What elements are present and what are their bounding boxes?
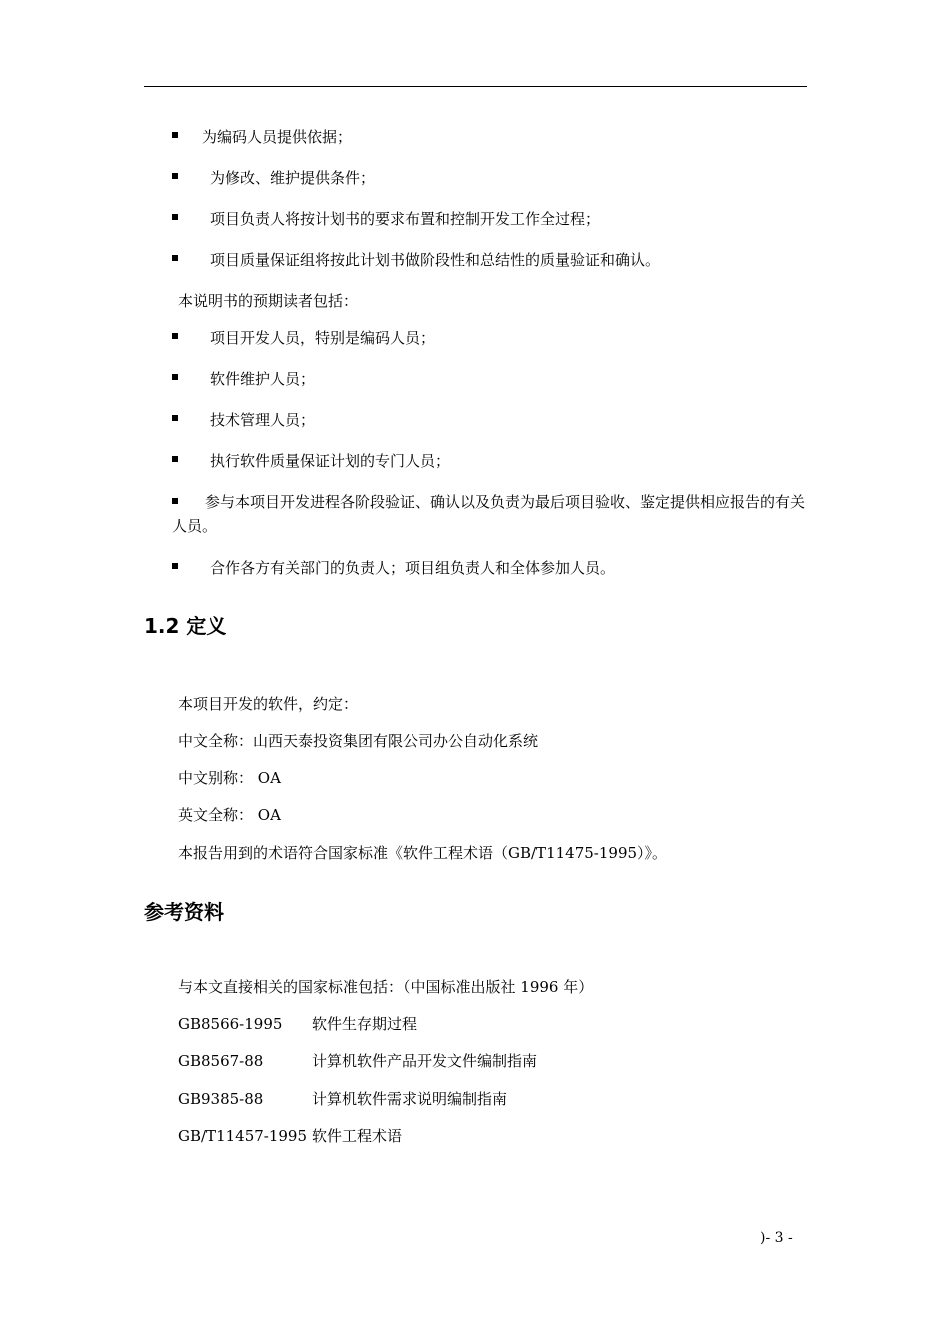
definition-line-2: 中文全称：山西天泰投资集团有限公司办公自动化系统 [178, 732, 539, 750]
bullet-marker [172, 449, 178, 473]
reader-bullet-2: 软件维护人员； [210, 370, 316, 388]
reference-title: 软件工程术语 [312, 1127, 403, 1145]
reader-bullet-4: 执行软件质量保证计划的专门人员； [210, 452, 451, 470]
definition-line-4: 英文全称： OA [178, 806, 281, 824]
definition-line-5: 本报告用到的术语符合国家标准《软件工程术语（GB/T11475-1995）》。 [178, 844, 668, 862]
definition-line-3: 中文别称： OA [178, 769, 281, 787]
header-rule [144, 86, 807, 87]
reader-bullet-5 [172, 490, 812, 538]
purpose-bullet-3: 项目负责人将按计划书的要求布置和控制开发工作全过程； [210, 210, 601, 228]
reference-code: GB/T11457-1995 [178, 1127, 308, 1145]
reference-title: 软件生存期过程 [312, 1015, 418, 1033]
section-heading-references: 参考资料 [144, 900, 224, 924]
definition-line-1: 本项目开发的软件，约定： [178, 695, 359, 713]
bullet-marker [172, 498, 178, 504]
reference-title: 计算机软件产品开发文件编制指南 [312, 1052, 538, 1070]
bullet-marker [172, 556, 178, 580]
bullet-marker [172, 125, 178, 149]
bullet-marker [172, 408, 178, 432]
reader-bullet-1: 项目开发人员，特别是编码人员； [210, 329, 436, 347]
reference-code: GB8567-88 [178, 1052, 264, 1070]
bullet-marker [172, 326, 178, 350]
bullet-marker [172, 207, 178, 231]
section-heading-definition: 1.2 定义 [144, 614, 227, 638]
reference-code: GB9385-88 [178, 1090, 264, 1108]
purpose-bullet-1: 为编码人员提供依据； [202, 128, 353, 146]
bullet-marker [172, 248, 178, 272]
reader-bullet-5-text: 参与本项目开发进程各阶段验证、确认以及负责为最后项目验收、鉴定提供相应报告的有关人员。 [172, 493, 806, 535]
bullet-marker [172, 166, 178, 190]
references-intro: 与本文直接相关的国家标准包括：（中国标准出版社 1996 年） [178, 978, 594, 996]
reference-code: GB8566-1995 [178, 1015, 283, 1033]
bullet-marker [172, 367, 178, 391]
purpose-bullet-2: 为修改、维护提供条件； [210, 169, 376, 187]
readers-intro: 本说明书的预期读者包括： [178, 292, 359, 310]
reader-bullet-6: 合作各方有关部门的负责人；项目组负责人和全体参加人员。 [210, 559, 616, 577]
reference-title: 计算机软件需求说明编制指南 [312, 1090, 508, 1108]
purpose-bullet-4: 项目质量保证组将按此计划书做阶段性和总结性的质量验证和确认。 [210, 251, 661, 269]
page-number: )- 3 - [760, 1230, 793, 1246]
reader-bullet-3: 技术管理人员； [210, 411, 316, 429]
